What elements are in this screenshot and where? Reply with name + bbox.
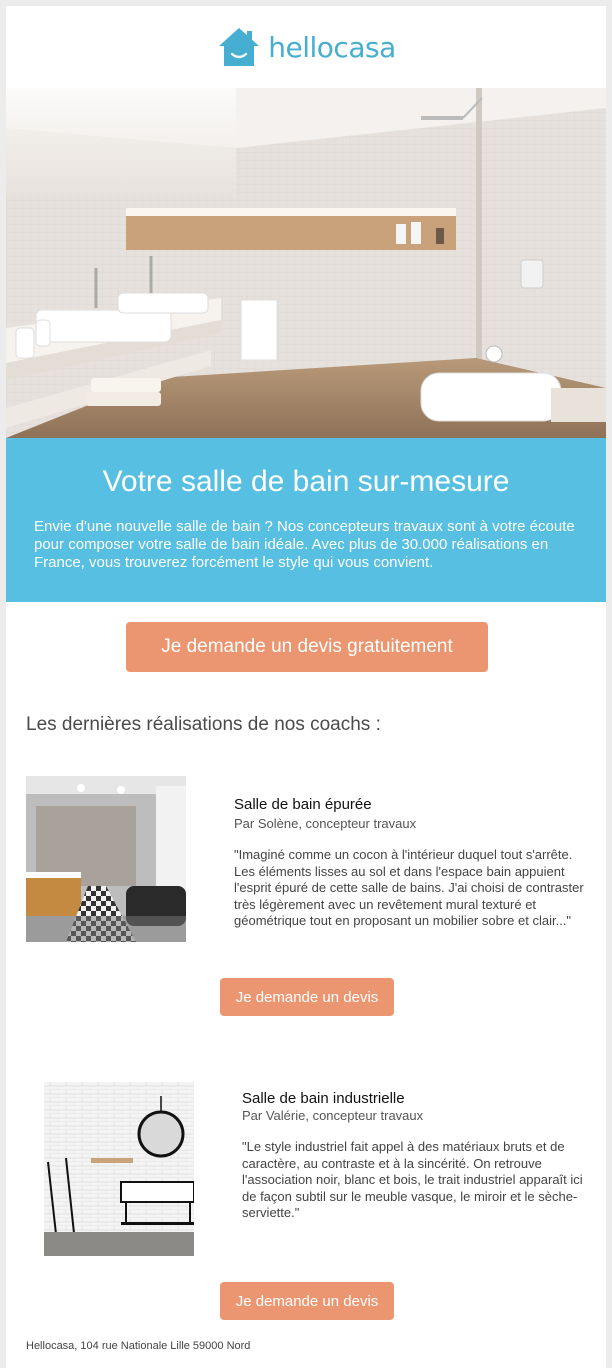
section-title: Les dernières réalisations de nos coachs : xyxy=(26,714,381,735)
intro-band xyxy=(6,438,606,602)
request-quote-button-epuree[interactable]: Je demande un devis xyxy=(220,978,394,1016)
intro-text: Envie d'une nouvelle salle de bain ? Nos concepteurs travaux sont à votre écoute pour composer votre salle de bain idéale. Avec plus de 30.000 réalisations en France, vous trouverez forcément le style qui vous convient. xyxy=(34,518,575,571)
realisation-quote-epuree: "Imaginé comme un cocon à l'intérieur duquel tout s'arrête. Les éléments lisses au sol et dans l'espace bain appuient l'esprit épuré de cette salle de bains. J'ai choisi de contraster très légèrement avec un revêtement mural texturé et géométrique tout en proposant un mobilier sobre et clair..." xyxy=(234,847,584,928)
request-quote-button-industrielle[interactable]: Je demande un devis xyxy=(220,1282,394,1320)
realisation-quote-industrielle: "Le style industriel fait appel à des matériaux bruts et de caractère, au contraste et à la sincérité. On retrouve l'association noir, blanc et bois, le trait industriel apparaît ici de façon subtil sur le meuble vasque, le miroir et le sèche-serviette." xyxy=(242,1139,583,1220)
bathroom-hero-image xyxy=(6,88,606,438)
realisation-image-epuree xyxy=(26,776,186,942)
realisation-title-epuree: Salle de bain épurée xyxy=(234,796,372,813)
brand-logo[interactable] xyxy=(6,6,606,88)
realisation-author-industrielle: Par Valérie, concepteur travaux xyxy=(242,1108,424,1123)
realisation-title-industrielle: Salle de bain industrielle xyxy=(242,1090,405,1107)
intro-title: Votre salle de bain sur-mesure xyxy=(102,465,510,498)
realisation-image-industrielle xyxy=(26,1082,194,1256)
footer-address: Hellocasa, 104 rue Nationale Lille 59000 Nord xyxy=(26,1340,251,1352)
brand-name: hellocasa xyxy=(268,30,396,64)
request-free-quote-button[interactable]: Je demande un devis gratuitement xyxy=(126,622,488,672)
realisation-author-epuree: Par Solène, concepteur travaux xyxy=(234,816,417,831)
email-container xyxy=(6,6,606,1368)
house-smile-icon xyxy=(216,26,262,68)
